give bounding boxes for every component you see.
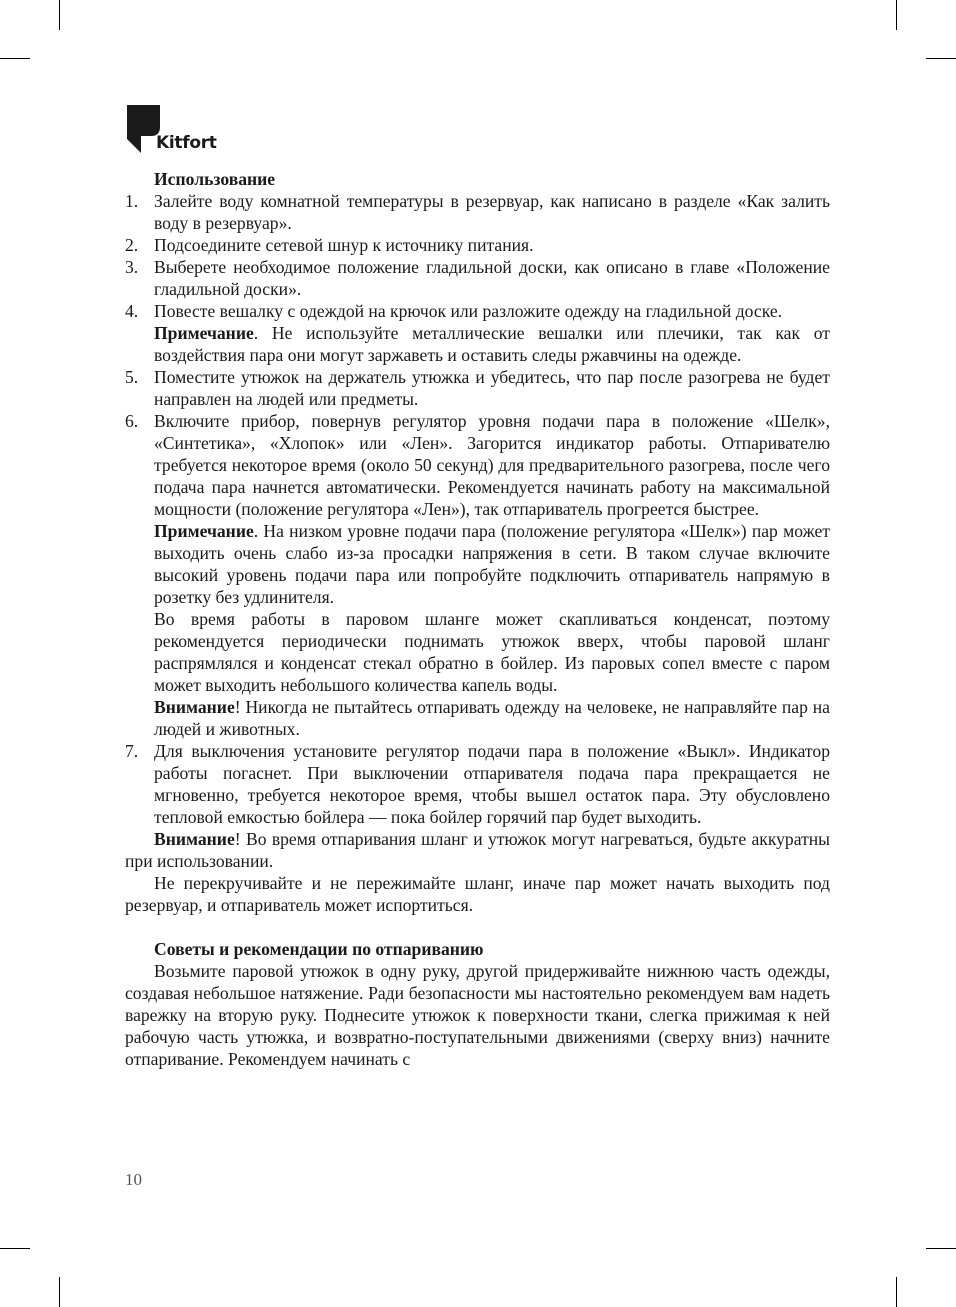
kitfort-logo: [127, 105, 237, 157]
note-paragraph: [125, 520, 830, 608]
note-label: Примечание: [154, 521, 254, 541]
list-number: 2.: [125, 235, 139, 255]
list-item-text: Поместите утюжок на держатель утюжка и убедитесь, что пар после разогрева не будет направлен на людей или предметы.: [154, 367, 830, 409]
warning-label: Внимание: [154, 829, 235, 849]
logo-text: Kitfort: [156, 133, 217, 153]
list-number: 7.: [125, 741, 139, 761]
warning-text: ! Во время отпаривания шланг и утюжок могут нагреваться, будьте аккуратны при использовании.: [125, 829, 830, 871]
condensate-paragraph: Во время работы в паровом шланге может скапливаться конденсат, поэтому рекомендуется периодически поднимать утюжок вверх, чтобы паровой шланг распрямлялся и конденсат стекал обратно в бойлер. Из паровых сопел вместе с паром может выходить небольшого количества капель воды.: [154, 609, 830, 695]
list-item: [125, 234, 830, 256]
list-number: 6.: [125, 411, 139, 431]
tips-paragraph: Возьмите паровой утюжок в одну руку, другой придерживайте нижнюю часть одежды, создавая небольшое натяжение. Ради безопасности мы настоятельно рекомендуем вам надеть варежку на вторую руку. Поднесите утюжок к поверхности ткани, слегка прижимая к ней рабочую часть утюжка, и возвратно-поступательными движениями (сверху вниз) начните отпаривание. Рекомендуем начинать с: [125, 961, 830, 1069]
warning-paragraph: [125, 696, 830, 740]
crop-mark: [896, 1277, 897, 1307]
hose-paragraph: Не перекручивайте и не пережимайте шланг, иначе пар может начать выходить под резервуар, и отпариватель может испортиться.: [125, 873, 830, 915]
crop-mark: [896, 0, 897, 30]
warning-label: Внимание: [154, 697, 235, 717]
list-item-text: Для выключения установите регулятор подачи пара в положение «Выкл». Индикатор работы погаснет. При выключении отпаривателя подача пара прекращается не мгновенно, требуется некоторое время, чтобы вышел остаток пара. Эту обусловлено тепловой емкостью бойлера — пока бойлер горячий пар будет выходить.: [154, 741, 830, 827]
list-number: 5.: [125, 367, 139, 387]
list-item-text: Включите прибор, повернув регулятор уровня подачи пара в положение «Шелк», «Синтетика», «Хлопок» или «Лен». Загорится индикатор работы. Отпаривателю требуется некоторое время (около 50 секунд) для предварительного разогрева, после чего подача пара начнется автоматически. Рекомендуется начинать работу на максимальной мощности (положение регулятора «Лен»), так отпариватель прогреется быстрее.: [154, 411, 830, 519]
crop-mark: [926, 58, 956, 59]
list-item: [125, 366, 830, 410]
list-item: [125, 740, 830, 828]
note-label: Примечание: [154, 323, 254, 343]
list-number: 3.: [125, 257, 139, 277]
list-item: [125, 300, 830, 322]
list-item: [125, 190, 830, 234]
warning-paragraph: [125, 828, 830, 872]
list-item-text: Залейте воду комнатной температуры в резервуар, как написано в разделе «Как залить воду в резервуар».: [154, 191, 830, 233]
warning-text: ! Никогда не пытайтесь отпаривать одежду на человеке, не направляйте пар на людей и животных.: [154, 697, 830, 739]
note-text: . На низком уровне подачи пара (положение регулятора «Шелк») пар может выходить очень слабо из-за просадки напряжения в сети. В таком случае включите высокий уровень подачи пара или попробуйте подключить отпариватель напрямую в розетку без удлинителя.: [154, 521, 830, 607]
note-paragraph: [125, 322, 830, 366]
list-item-text: Повесте вешалку с одеждой на крючок или разложите одежду на гладильной доске.: [154, 301, 783, 321]
crop-mark: [59, 0, 60, 30]
list-item-text: Выберете необходимое положение гладильной доски, как описано в главе «Положение гладильной доски».: [154, 257, 830, 299]
note-text: . Не используйте металлические вешалки или плечики, так как от воздействия пара они могут заржаветь и оставить следы ржавчины на одежде.: [154, 323, 830, 365]
crop-mark: [0, 58, 30, 59]
list-item: [125, 410, 830, 520]
section-heading-tips: Советы и рекомендации по отпариванию: [154, 939, 484, 959]
page-content: [125, 168, 830, 1070]
crop-mark: [59, 1277, 60, 1307]
list-item-text: Подсоедините сетевой шнур к источнику питания.: [154, 235, 534, 255]
list-number: 4.: [125, 301, 139, 321]
list-item: [125, 256, 830, 300]
page-number: 10: [125, 1170, 142, 1189]
section-heading-usage: Использование: [154, 169, 276, 189]
crop-mark: [0, 1248, 30, 1249]
crop-mark: [926, 1248, 956, 1249]
list-number: 1.: [125, 191, 139, 211]
section-spacer: [125, 916, 830, 938]
